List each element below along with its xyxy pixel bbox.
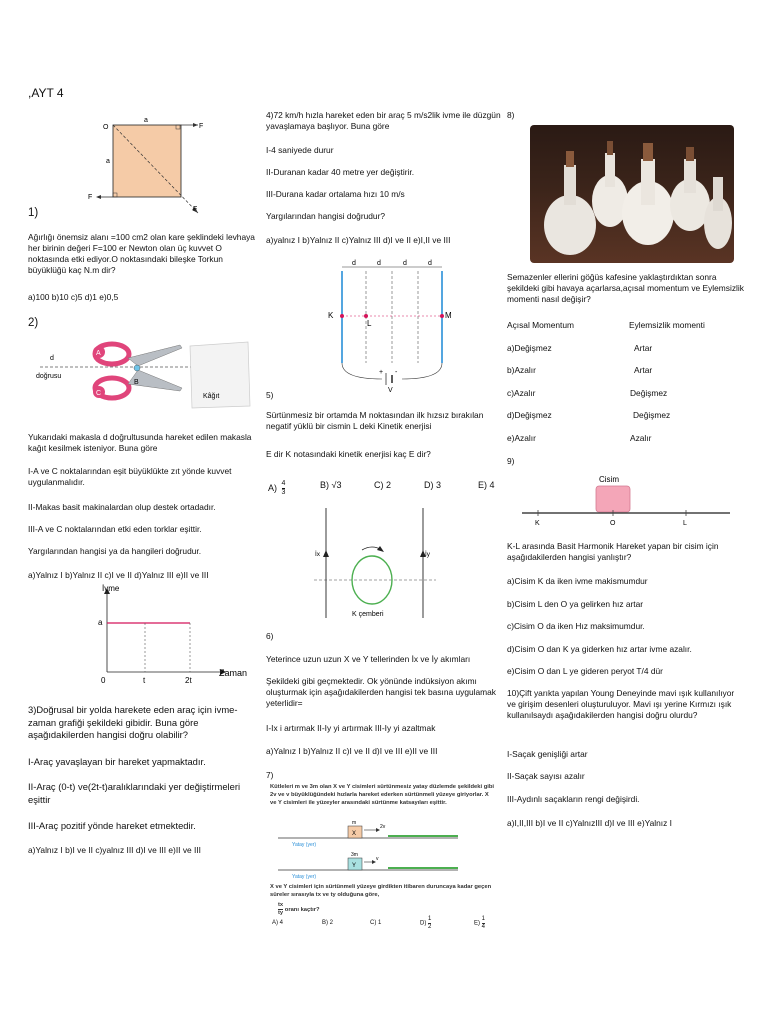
q1-text: Ağırlığı önemsiz alanı =100 cm2 olan kare şeklindeki levhaya her birinin değeri F=100 er Newton olan üç kuvvet O noktasında etki ediyor.O noktasındaki bileşke Torkun büyüklüğü kaç N.m dir? <box>28 232 255 275</box>
q4-statement-3: III-Durana kadar ortalama hızı 10 m/s <box>266 189 405 199</box>
page-header: ,AYT 4 <box>28 86 64 100</box>
q8-row-c-col2: Değişmez <box>630 388 668 398</box>
svg-text:K: K <box>328 311 334 320</box>
label-f3: F <box>193 206 198 213</box>
q5-option-c: C) 2 <box>374 480 392 490</box>
label-b: B <box>134 379 139 386</box>
q2-statement-2: II-Makas basit makinalardan olup destek ortadadır. <box>28 502 216 512</box>
svg-text:K çemberi: K çemberi <box>352 611 384 618</box>
whirling-dervishes-photo <box>530 125 734 263</box>
q4-options: a)yalnız I b)Yalnız II c)Yalnız III d)I ve II e)I,II ve III <box>266 235 451 245</box>
svg-text:2v: 2v <box>380 824 386 830</box>
q4-statement-2: II-Duranan kadar 40 metre yer değiştirir. <box>266 167 415 177</box>
q7-option-d: D) $\frac{1}{2}$ <box>420 916 432 930</box>
q3-statement-1: I-Araç yavaşlayan bir hareket yapmaktadır. <box>28 756 206 767</box>
q8-row-a-col2: Artar <box>634 343 653 353</box>
q7-text: Kütleleri m ve 3m olan X ve Y cisimleri sürtünmesiz yatay düzlemde şekildeki gibi 2v ve v büyüklüğündeki hızlarla hareket ederken sürtünmeli yüzeye giriyorlar. X ve Y cisimleri ile yüzeyler arasındaki sürtünme katsayıları eşittir. <box>270 784 495 806</box>
svg-text:-: - <box>395 369 398 376</box>
q5-number: 5) <box>266 390 274 400</box>
q9-number: 9) <box>507 456 515 466</box>
svg-text:3m: 3m <box>351 852 358 858</box>
q8-number: 8) <box>507 110 515 120</box>
q4-text: 4)72 km/h hızla hareket eden bir araç 5 m/s2lik ivme ile düzgün yavaşlamaya başlıyor. Buna göre <box>266 110 501 131</box>
q7-ratio: $\frac{tx}{ty}$ oranı kaçtır? <box>278 902 320 916</box>
label-dogrusu: doğrusu <box>36 373 62 380</box>
wires-coil-diagram <box>310 508 440 628</box>
label-a: A <box>96 350 101 357</box>
q2-question: Yargılarından hangisi ya da hangileri doğrudur. <box>28 546 202 556</box>
q7-number: 7) <box>266 770 274 780</box>
x-axis-label: Zaman <box>219 668 248 678</box>
q1-options: a)100 b)10 c)5 d)1 e)0,5 <box>28 292 119 302</box>
label-c: C <box>96 390 102 397</box>
q4-question: Yargılarından hangisi doğrudur? <box>266 211 386 221</box>
q3-statement-3: III-Araç pozitif yönde hareket etmektedir. <box>28 820 196 831</box>
q3-statement-2: II-Araç (0-t) ve(2t-t)aralıklarındaki yer değiştirmeleri eşittir <box>28 781 241 805</box>
svg-text:İy: İy <box>425 551 431 558</box>
label-f1: F <box>199 123 204 130</box>
q10-statement-1: I-Saçak genişliği artar <box>507 749 588 759</box>
blocks-on-surface-diagram <box>278 818 464 880</box>
label-t: t <box>143 676 146 685</box>
label-d: d <box>50 355 54 362</box>
q6-text-1: Yeterince uzun uzun X ve Y tellerinden İx ve İy akımları <box>266 654 471 664</box>
q5-option-e: E) 4 <box>478 480 495 490</box>
q10-statement-2: II-Saçak sayısı azalır <box>507 771 585 781</box>
q7-option-c: C) 1 <box>370 920 382 926</box>
q5-text: Sürtünmesiz bir ortamda M noktasından ilk hızsız bırakılan negatif yüklü bir cismin L deki Kinetik enerjisi <box>266 410 484 431</box>
q5-option-b: B) √3 <box>320 480 342 490</box>
q6-number: 6) <box>266 631 274 641</box>
q9-option-e: e)Cisim O dan L ye gideren peryot T/4 dür <box>507 666 663 676</box>
svg-text:X: X <box>352 831 357 837</box>
label-a-top: a <box>144 117 148 124</box>
svg-text:M: M <box>445 311 452 320</box>
q8-row-a-col1: a)Değişmez <box>507 343 552 353</box>
q6-text-2: Şekildeki gibi geçmektedir. Ok yönünde indüksiyon akımı oluşturmak için aşağıdakilerden hangisi tek basına uygulamak yeterlidir= <box>266 676 496 708</box>
harmonic-motion-diagram <box>520 472 736 530</box>
q5-option-d: D) 3 <box>424 480 442 490</box>
q8-row-b-col1: b)Azalır <box>507 365 536 375</box>
q9-option-a: a)Cisim K da iken ivme makismumdur <box>507 576 648 586</box>
svg-text:K: K <box>535 520 540 527</box>
q1-number: 1) <box>28 207 39 219</box>
q8-row-e-col2: Azalır <box>630 433 652 443</box>
svg-text:d: d <box>352 260 356 267</box>
q4-statement-1: I-4 saniyede durur <box>266 145 334 155</box>
svg-text:Yatay (yer): Yatay (yer) <box>292 874 317 880</box>
svg-text:V: V <box>388 387 393 394</box>
q6-statements: I-Ix i artırmak II-Iy yi artırmak III-Iy yi azaltmak <box>266 723 436 733</box>
q6-options: a)Yalnız I b)Yalnız II c)I ve II d)I ve III e)II ve III <box>266 746 438 756</box>
square-force-diagram <box>88 115 208 215</box>
label-f2: F <box>88 194 93 201</box>
label-o: O <box>103 124 109 131</box>
q8-col-angular: Açısal Momentum <box>507 320 575 330</box>
q8-row-d-col2: Değişmez <box>633 410 671 420</box>
q9-option-d: d)Cisim O dan K ya giderken hız artar ivme azalır. <box>507 644 692 654</box>
q2-number: 2) <box>28 317 39 329</box>
svg-text:L: L <box>367 319 372 328</box>
q7-option-a: A) 4 <box>272 920 284 926</box>
q7-option-b: B) 2 <box>322 920 334 926</box>
q8-text: Semazenler ellerini göğüs kafesine yaklaştırdıktan sonra şekildeki gibi havaya açarlarsa,açısal momentum ve Eylemsizlik momenti nasıl değişir? <box>507 272 744 304</box>
q3-options: a)Yalnız I b)I ve II c)yalnız III d)I ve III e)II ve III <box>28 845 201 855</box>
svg-text:L: L <box>683 520 687 527</box>
svg-text:Yatay (yer): Yatay (yer) <box>292 842 317 848</box>
label-origin: 0 <box>101 676 106 685</box>
q2-statement-3: III-A ve C noktalarından etki eden torklar eşittir. <box>28 524 202 534</box>
y-axis-label: İvme <box>102 584 120 593</box>
svg-text:m: m <box>352 820 357 826</box>
q7-question: X ve Y cisimleri için sürtünmeli yüzeye girdikten itibaren duruncaya kadar geçen süreler sırasıyla tx ve ty olduğuna göre, <box>270 884 492 898</box>
svg-text:İx: İx <box>315 551 321 558</box>
q5-option-a: A) $\frac{4}{3}$ <box>268 480 286 496</box>
q2-options: a)Yalnız I b)Yalnız II c)I ve II d)Yalnız III e)II ve III <box>28 570 209 580</box>
q8-col-inertia: Eylemsizlik momenti <box>629 320 705 330</box>
svg-text:Y: Y <box>352 863 357 869</box>
q3-text: 3)Doğrusal bir yolda harekete eden araç için ivme-zaman grafiği şekildeki gibidir. Buna göre aşağıdakilerden hangisi doğru olabilir? <box>28 704 238 740</box>
label-kagit: Kâğıt <box>203 393 220 400</box>
svg-text:d: d <box>377 260 381 267</box>
svg-text:O: O <box>610 520 616 527</box>
svg-text:v: v <box>376 856 379 862</box>
q2-text: Yukarıdaki makasla d doğrultusunda hareket edilen makasla kağıt kesilmek isteniyor. Buna göre <box>28 432 252 453</box>
q5-question: E dir K notasındaki kinetik enerjisi kaç E dir? <box>266 449 431 459</box>
q8-row-c-col1: c)Azalır <box>507 388 536 398</box>
q10-options: a)I,II,III b)I ve II c)YalnızIII d)I ve III e)Yalnız I <box>507 818 672 828</box>
q10-text: 10)Çift yarıkta yapılan Young Deneyinde mavi ışık kullanılıyor ve girişim desenleri oluşturuluyor. Mavi ışı yerine Kırmızı ışık kullanılsaydı aşağıdakilerden hangisi doğru olurdu? <box>507 688 735 720</box>
acceleration-time-graph <box>90 582 255 690</box>
q8-row-e-col1: e)Azalır <box>507 433 536 443</box>
q8-row-d-col1: d)Değişmez <box>507 410 552 420</box>
label-2t: 2t <box>185 676 192 685</box>
svg-text:+: + <box>379 369 384 376</box>
label-a: a <box>98 618 103 627</box>
q9-option-c: c)Cisim O da iken Hız maksimumdur. <box>507 621 645 631</box>
q7-option-e: E) $\frac{1}{4}$ <box>474 916 486 930</box>
scissors-diagram <box>30 336 255 416</box>
q10-statement-3: III-Aydınlı saçakların rengi değişirdi. <box>507 794 640 804</box>
svg-text:d: d <box>403 260 407 267</box>
svg-text:Cisim: Cisim <box>599 475 619 484</box>
q9-text: K-L arasında Basit Harmonik Hareket yapan bir cisim için aşağıdakilerden hangisi yanlıştır? <box>507 541 719 562</box>
q9-option-b: b)Cisim L den O ya gelirken hız artar <box>507 599 644 609</box>
q2-statement-1: I-A ve C noktalarından eşit büyüklükte zıt yönde kuvvet uygulanmalıdır. <box>28 466 232 487</box>
label-a-side: a <box>106 158 110 165</box>
capacitor-plates-diagram <box>322 255 462 394</box>
svg-text:d: d <box>428 260 432 267</box>
q8-row-b-col2: Artar <box>634 365 653 375</box>
